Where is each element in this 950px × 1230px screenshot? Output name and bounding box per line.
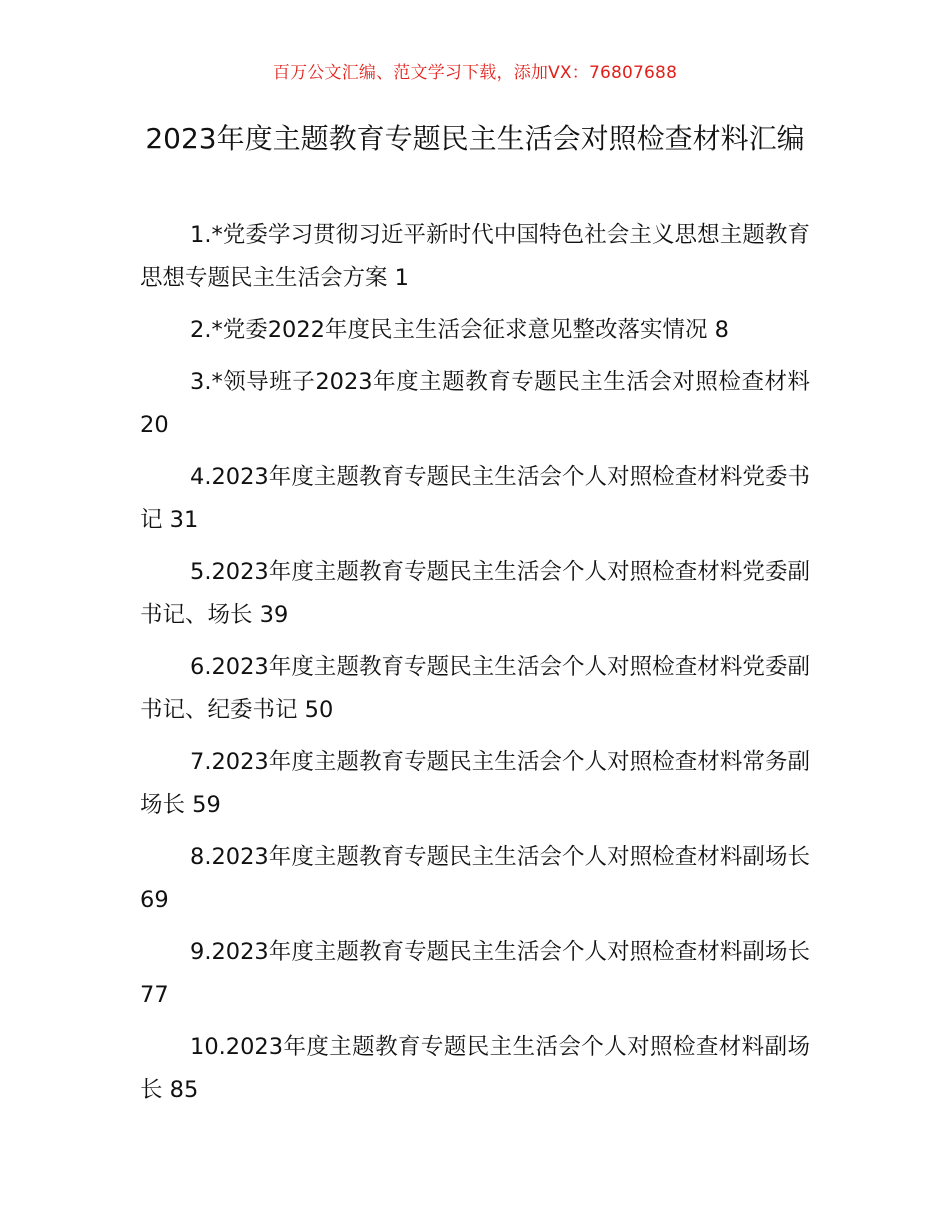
toc-item: 8.2023年度主题教育专题民主生活会个人对照检查材料副场长 69 (140, 844, 810, 913)
toc-item: 10.2023年度主题教育专题民主生活会个人对照检查材料副场长 85 (140, 1034, 810, 1103)
toc-item: 6.2023年度主题教育专题民主生活会个人对照检查材料党委副书记、纪委书记 50 (140, 654, 810, 723)
document-title: 2023年度主题教育专题民主生活会对照检查材料汇编 (145, 122, 805, 155)
table-of-contents (140, 214, 810, 1121)
toc-item: 9.2023年度主题教育专题民主生活会个人对照检查材料副场长 77 (140, 939, 810, 1008)
toc-item: 2.*党委2022年度民主生活会征求意见整改落实情况 8 (190, 317, 729, 343)
toc-item: 7.2023年度主题教育专题民主生活会个人对照检查材料常务副场长 59 (140, 749, 810, 818)
header-watermark-note: 百万公文汇编、范文学习下载，添加VX：76807688 (272, 63, 678, 83)
toc-item: 5.2023年度主题教育专题民主生活会个人对照检查材料党委副书记、场长 39 (140, 559, 810, 628)
toc-item: 1.*党委学习贯彻习近平新时代中国特色社会主义思想主题教育思想专题民主生活会方案 1 (140, 222, 810, 291)
toc-item: 3.*领导班子2023年度主题教育专题民主生活会对照检查材料 20 (140, 369, 810, 438)
toc-item: 4.2023年度主题教育专题民主生活会个人对照检查材料党委书记 31 (140, 464, 810, 533)
